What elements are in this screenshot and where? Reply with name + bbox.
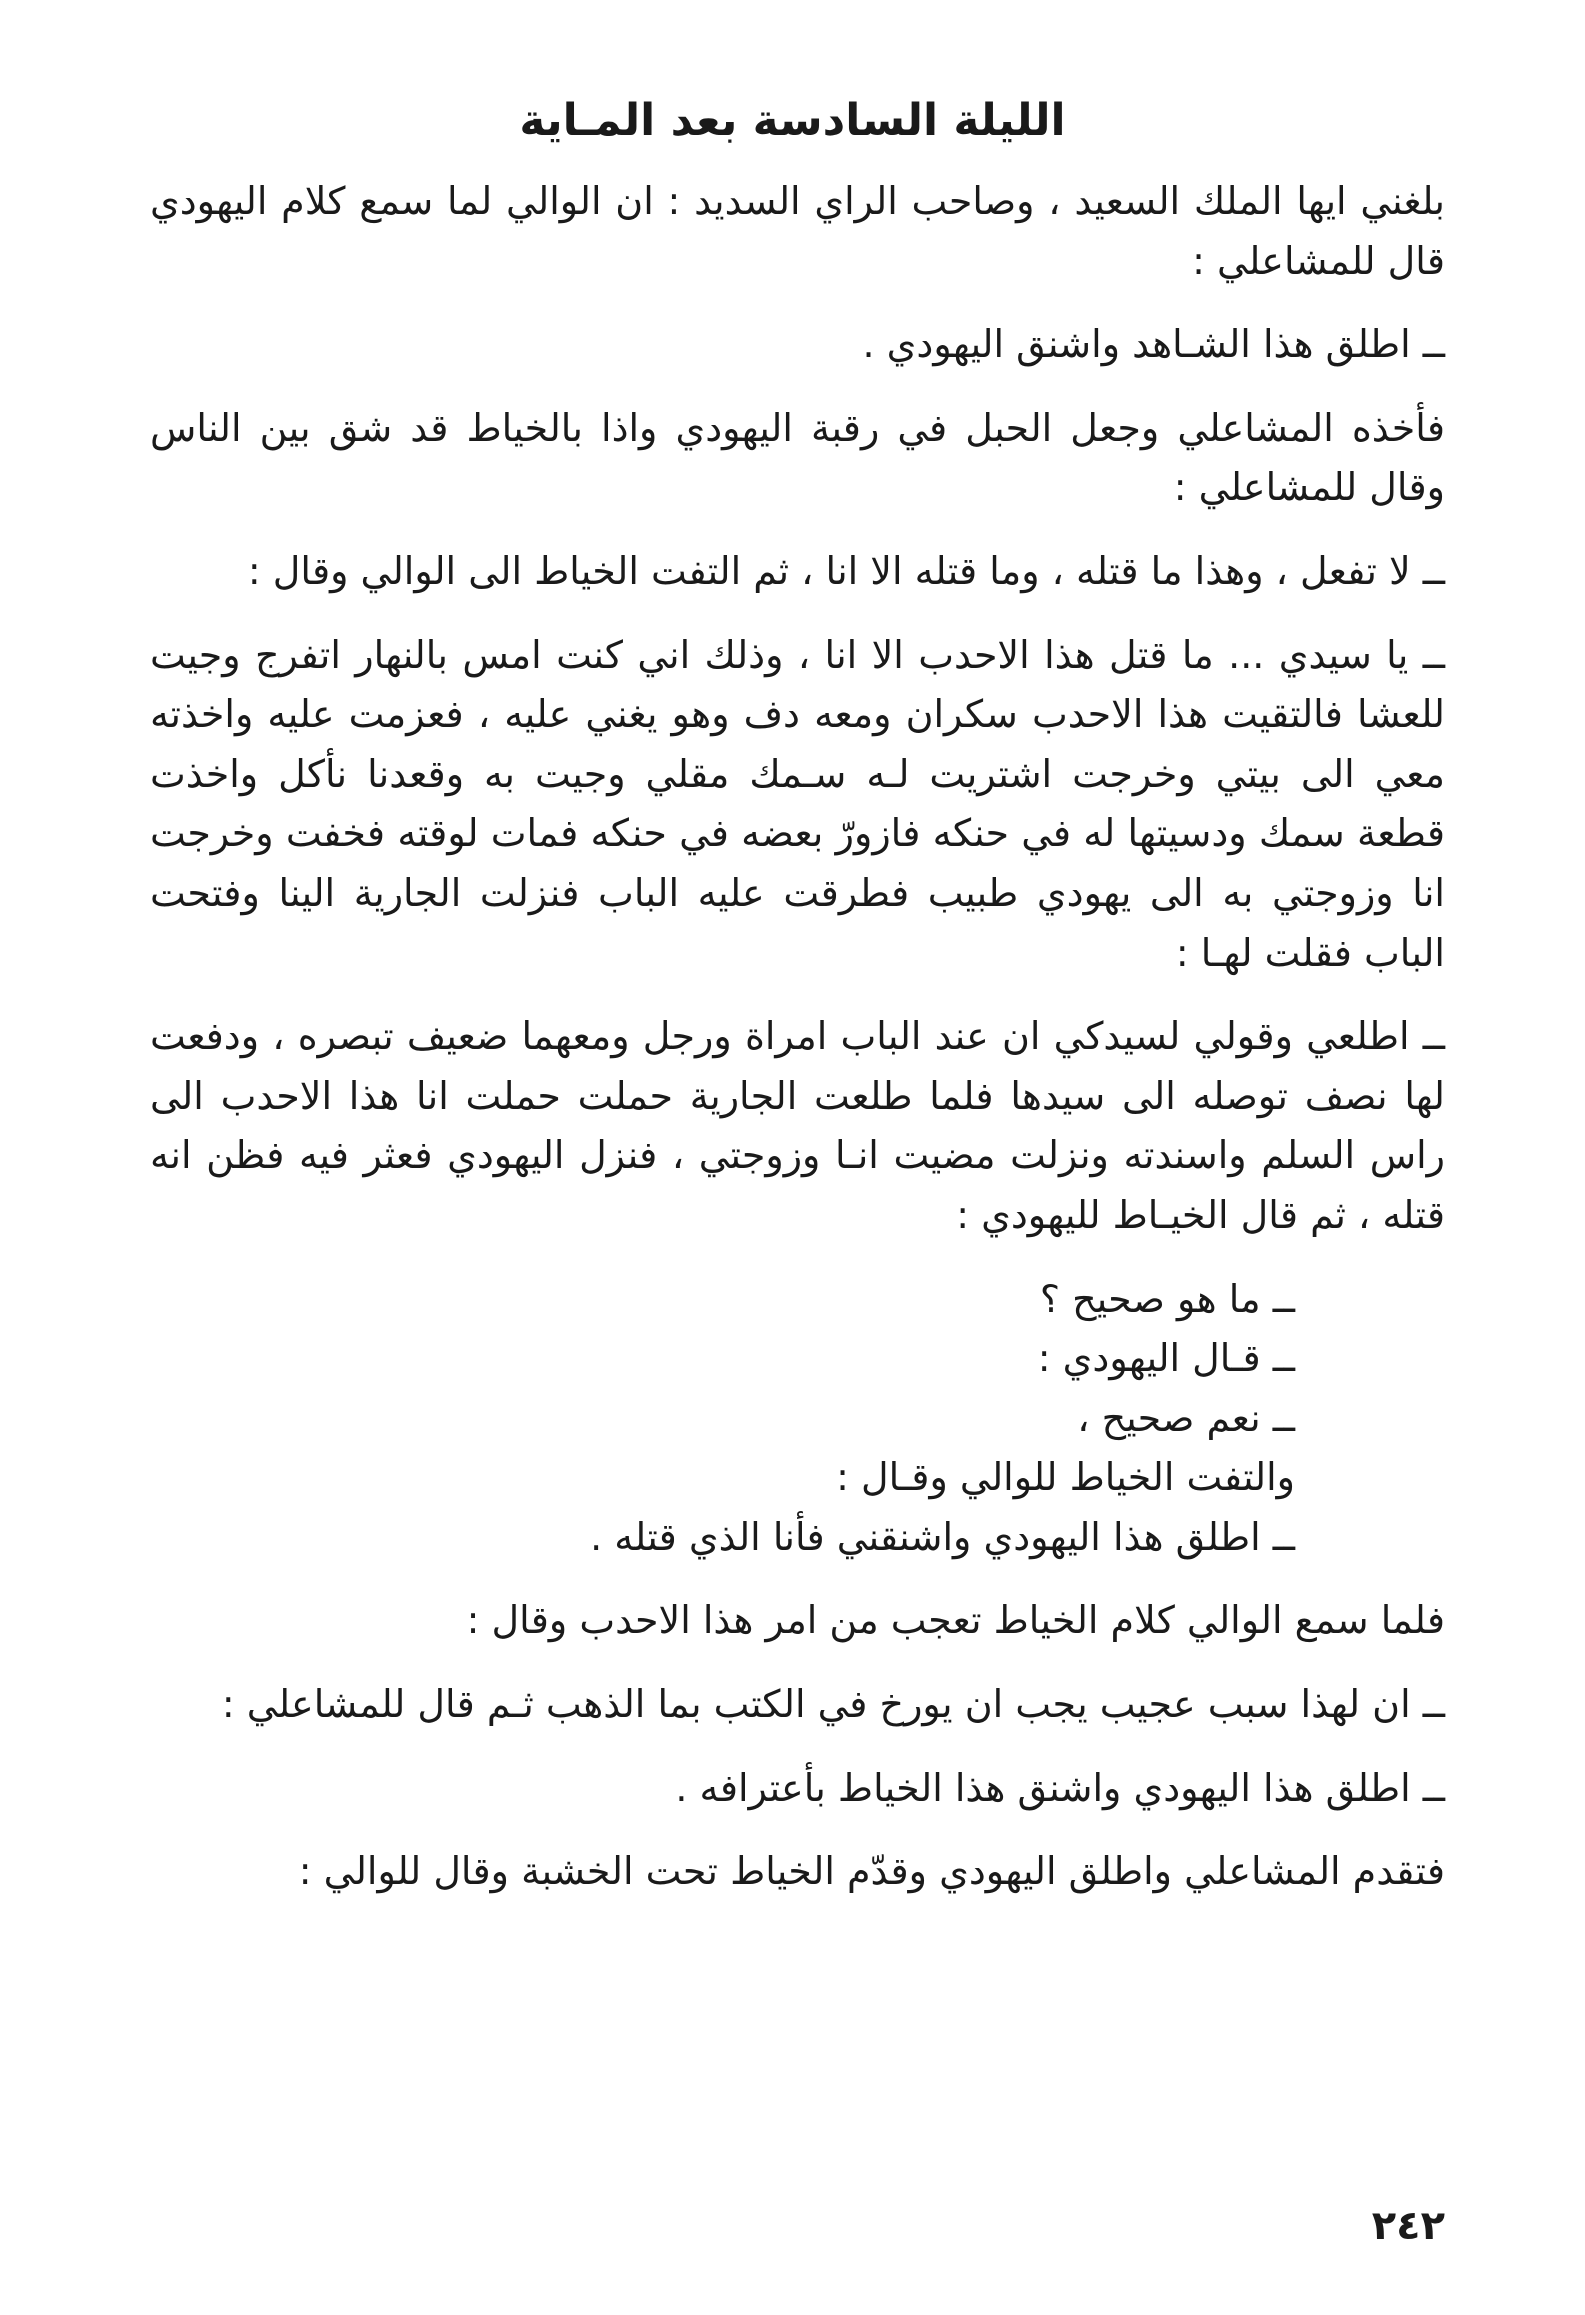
dialogue-line: ــ قـال اليهودي :	[1037, 1336, 1295, 1381]
paragraph: فتقدم المشاعلي واطلق اليهودي وقدّم الخياط تحت الخشبة وقال للوالي :	[298, 1849, 1445, 1894]
dialogue-line: والتفت الخياط للوالي وقـال :	[836, 1455, 1295, 1500]
page-number: ٢٤٢	[1371, 2203, 1445, 2249]
paragraph: ــ اطلق هذا الشـاهد واشنق اليهودي .	[862, 322, 1445, 367]
paragraph: ــ ان لهذا سبب عجيب يجب ان يورخ في الكتب بما الذهب ثـم قال للمشاعلي :	[221, 1682, 1445, 1727]
paragraph: ــ اطلعي وقولي لسيدكي ان عند الباب امراة ورجل ومعهما ضعيف تبصره ، ودفعت لها نصف توصله الى سيدها فلما طلعت الجارية حملت حملت انا هذا الاحدب الى راس السلم واسندته ونزلت مضيت انـا وزوجتي ، فنزل اليهودي فعثر فيه فظن انه قتله ، ثم قال الخيـاط لليهودي :	[150, 1014, 1445, 1237]
dialogue-line: ــ نعم صحيح ،	[1077, 1395, 1295, 1440]
paragraph: فأخذه المشاعلي وجعل الحبل في رقبة اليهودي واذا بالخياط قد شق بين الناس وقال للمشاعلي :	[150, 405, 1445, 510]
dialogue-line: ــ ما هو صحيح ؟	[1039, 1276, 1295, 1321]
paragraph: بلغني ايها الملك السعيد ، وصاحب الراي السديد : ان الوالي لما سمع كلام اليهودي قال للمشاعلي :	[150, 179, 1445, 283]
dialogue-line: ــ اطلق هذا اليهودي واشنقني فأنا الذي قتله .	[590, 1514, 1295, 1559]
paragraph: ــ يا سيدي ... ما قتل هذا الاحدب الا انا ، وذلك اني كنت امس بالنهار اتفرج وجيت للعشا فالتقيت هذا الاحدب سكران ومعه دف وهو يغني عليه ، فعزمت عليه واخذته معي الى بيتي وخرجت اشتريت لـه سـمك مقلي وجيت به وقعدنا نأكل واخذت قطعة سمك ودسيتها له في حنكه فازورّ بعضه في حنكه فمات لوقته فخفت وخرجت انا وزوجتي به الى يهودي طبيب فطرقت عليه الباب فنزلت الجارية الينا وفتحت الباب فقلت لهـا :	[150, 632, 1445, 975]
paragraph: فلما سمع الوالي كلام الخياط تعجب من امر هذا الاحدب وقال :	[466, 1598, 1445, 1643]
page-body	[150, 172, 1445, 1926]
chapter-title: الليلة السادسة بعد المـاية	[519, 95, 1066, 147]
paragraph: ــ لا تفعل ، وهذا ما قتله ، وما قتله الا انا ، ثم التفت الخياط الى الوالي وقال :	[247, 548, 1445, 593]
paragraph: ــ اطلق هذا اليهودي واشنق هذا الخياط بأعترافه .	[675, 1765, 1445, 1810]
